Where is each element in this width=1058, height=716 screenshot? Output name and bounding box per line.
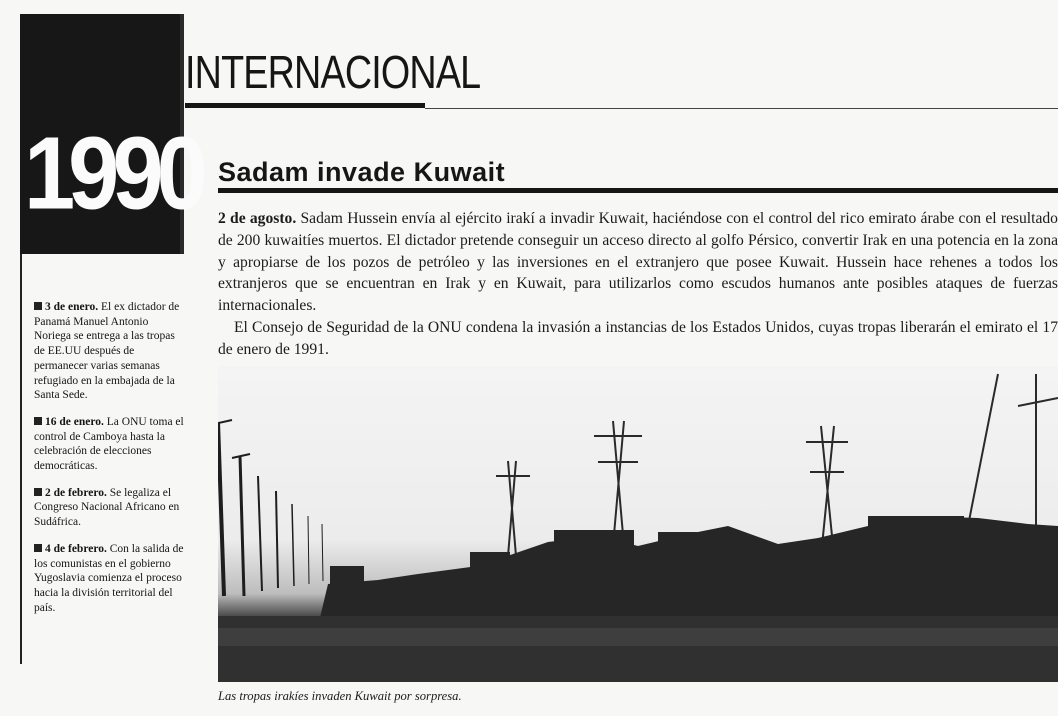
- chronology-item: [34, 486, 184, 530]
- chronology-date: 16 de enero.: [45, 415, 104, 428]
- chronology-text: La ONU toma el control de Camboya hasta la celebración de elecciones democráticas.: [34, 415, 184, 473]
- headline: Sadam invade Kuwait: [218, 157, 506, 187]
- chronology-date: 4 de febrero.: [45, 542, 107, 555]
- article-body: [218, 208, 1058, 361]
- chronology-item: [34, 415, 184, 474]
- section-rule-thin: [425, 108, 1058, 109]
- square-bullet-icon: [34, 488, 42, 496]
- utility-poles: [218, 420, 323, 596]
- article-lead-date: 2 de agosto.: [218, 210, 297, 227]
- section-rule: [185, 103, 425, 108]
- chronology-text: Se legaliza el Congreso Nacional Africano en Sudáfrica.: [34, 486, 180, 529]
- photo-caption: Las tropas irakíes invaden Kuwait por sorpresa.: [218, 689, 462, 703]
- square-bullet-icon: [34, 302, 42, 310]
- article-paragraph: El Consejo de Seguridad de la ONU condena la invasión a instancias de los Estados Unidos, cuyas tropas liberarán el emirato el 17 de enero de 1991.: [218, 318, 1058, 358]
- section-title: INTERNACIONAL: [185, 46, 481, 98]
- ground-highlight: [218, 628, 1058, 646]
- news-photo: [218, 366, 1058, 682]
- headline-rule: [218, 188, 1058, 193]
- year-heading: 1990: [24, 116, 201, 231]
- square-bullet-icon: [34, 417, 42, 425]
- desert-ground: [218, 616, 1058, 682]
- article-paragraph: [218, 208, 1058, 317]
- chronology-text: El ex dictador de Panamá Manuel Antonio Noriega se entrega a las tropas de EE.UU después de permanecer varias semanas refugiado en la embajada de la Santa Sede.: [34, 301, 180, 402]
- photo-illustration: [218, 366, 1058, 682]
- chronology-item: [34, 300, 184, 403]
- chronology-text: Con la salida de los comunistas en el gobierno Yugoslavia comienza el proceso hacia la división territorial del país.: [34, 542, 184, 614]
- chronology-date: 3 de enero.: [45, 301, 99, 313]
- chronology-date: 2 de febrero.: [45, 486, 107, 499]
- chronology-list: [34, 300, 184, 627]
- square-bullet-icon: [34, 544, 42, 552]
- chronology-item: [34, 542, 184, 616]
- article-paragraph-text: Sadam Hussein envía al ejército irakí a invadir Kuwait, haciéndose con el control del rico emirato árabe con el resultado de 200 kuwaitíes muertos. El dictador pretende conseguir un acceso directo al golfo Pérsico, convertir Irak en una potencia en la zona y apropiarse de los pozos de petróleo y las inversiones en el extranjero que posee Kuwait. Hussein hace rehenes a todos los extranjeros que se encuentran en Irak y en Kuwait, para utilizarlos como escudos humanos ante posibles ataques de fuerzas internacionales.: [218, 210, 1058, 315]
